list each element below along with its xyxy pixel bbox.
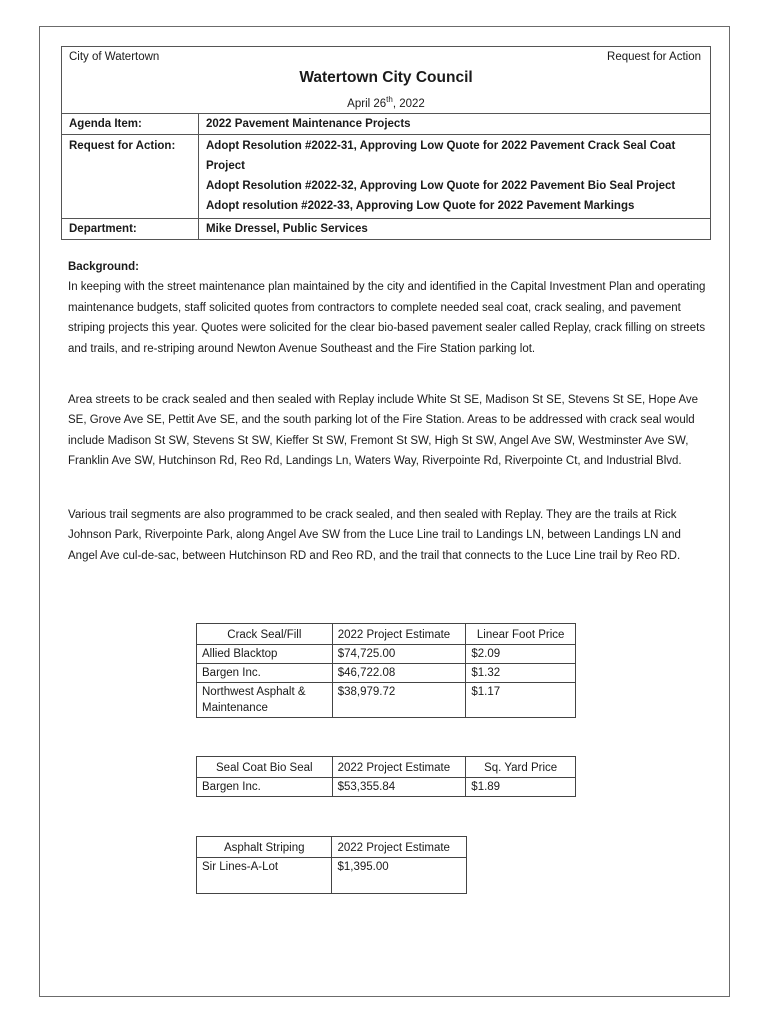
estimate-cell: $1,395.00 xyxy=(332,858,467,894)
department-value: Mike Dressel, Public Services xyxy=(199,219,711,240)
crack-seal-table xyxy=(196,623,576,718)
meeting-date: April 26th, 2022 xyxy=(347,95,425,110)
contractor-cell: Northwest Asphalt & Maintenance xyxy=(197,683,333,718)
table-header: 2022 Project Estimate xyxy=(332,624,466,645)
contractor-cell: Bargen Inc. xyxy=(197,664,333,683)
city-name: City of Watertown xyxy=(69,51,160,63)
table-header: Seal Coat Bio Seal xyxy=(197,757,333,778)
estimate-cell: $74,725.00 xyxy=(332,645,466,664)
table-header-row xyxy=(197,757,576,778)
table-header-row xyxy=(197,837,467,858)
unit-price-cell: $1.17 xyxy=(466,683,576,718)
estimate-cell: $53,355.84 xyxy=(332,778,466,797)
table-row xyxy=(197,683,576,718)
estimate-cell: $38,979.72 xyxy=(332,683,466,718)
table-row xyxy=(197,645,576,664)
trails-section xyxy=(68,505,708,566)
background-paragraph: Various trail segments are also programmed to be crack sealed, and then sealed with Replay. They are the trails at Rick Johnson Park, Riverpointe Park, along Angel Ave SW from the Luce Line trail to Landings LN, between Landings LN and Angel Ave cul-de-sac, between Hutchinson RD and Reo RD, and the trail that connects to the Luce Line trail by Reo RD. xyxy=(68,509,681,562)
request-for-action-field-label: Request for Action: xyxy=(62,135,199,219)
resolution-item: Adopt Resolution #2022-32, Approving Low Quote for 2022 Pavement Bio Seal Project xyxy=(206,180,676,192)
table-header: Crack Seal/Fill xyxy=(197,624,333,645)
estimate-cell: $46,722.08 xyxy=(332,664,466,683)
agenda-item-row xyxy=(62,114,711,135)
unit-price-cell: $2.09 xyxy=(466,645,576,664)
unit-price-cell: $1.89 xyxy=(466,778,576,797)
background-section xyxy=(68,257,708,359)
striping-table xyxy=(196,836,467,894)
background-title: Background: xyxy=(68,261,139,273)
contractor-cell: Allied Blacktop xyxy=(197,645,333,664)
contractor-cell: Sir Lines-A-Lot xyxy=(197,858,332,894)
header-cell xyxy=(62,47,711,114)
request-for-action-label: Request for Action xyxy=(607,51,701,63)
header-table xyxy=(61,46,711,240)
table-row xyxy=(197,858,467,894)
table-header: Asphalt Striping xyxy=(197,837,332,858)
resolution-item: Adopt Resolution #2022-31, Approving Low Quote for 2022 Pavement Crack Seal Coat Project xyxy=(206,140,676,172)
department-row xyxy=(62,219,711,240)
department-label: Department: xyxy=(62,219,199,240)
table-row xyxy=(197,778,576,797)
table-header: 2022 Project Estimate xyxy=(332,757,466,778)
table-header: Linear Foot Price xyxy=(466,624,576,645)
background-paragraph: Area streets to be crack sealed and then sealed with Replay include White St SE, Madison St SE, Stevens St SE, Hope Ave SE, Grove Ave SE, Pettit Ave SE, and the south parking lot of the Fire Station. Areas to be addressed with crack seal would include Madison St SW, Stevens St SW, Kieffer St SW, Fremont St SW, High St SW, Angel Ave SW, Westminster Ave SW, Franklin Ave SW, Hutchinson Rd, Reo Rd, Landings Ln, Waters Way, Riverpointe Rd, Riverpointe Ct, and Industrial Blvd. xyxy=(68,394,699,468)
council-title: Watertown City Council xyxy=(299,69,473,86)
contractor-cell: Bargen Inc. xyxy=(197,778,333,797)
agenda-item-label: Agenda Item: xyxy=(62,114,199,135)
table-header: 2022 Project Estimate xyxy=(332,837,467,858)
table-row xyxy=(197,664,576,683)
request-for-action-row xyxy=(62,135,711,219)
table-header: Sq. Yard Price xyxy=(466,757,576,778)
background-paragraph: In keeping with the street maintenance plan maintained by the city and identified in the Capital Investment Plan and operating maintenance budgets, staff solicited quotes from contractors to complete needed seal coat, crack sealing, and pavement striping projects this year. Quotes were solicited for the clear bio-based pavement sealer called Replay, crack filling on streets and trails, and re-striping around Newton Avenue Southeast and the Fire Station parking lot. xyxy=(68,281,706,355)
streets-section xyxy=(68,390,708,472)
unit-price-cell: $1.32 xyxy=(466,664,576,683)
agenda-item-value: 2022 Pavement Maintenance Projects xyxy=(199,114,711,135)
request-for-action-items xyxy=(199,135,711,219)
bio-seal-table xyxy=(196,756,576,797)
table-header-row xyxy=(197,624,576,645)
resolution-item: Adopt resolution #2022-33, Approving Low Quote for 2022 Pavement Markings xyxy=(206,200,635,212)
